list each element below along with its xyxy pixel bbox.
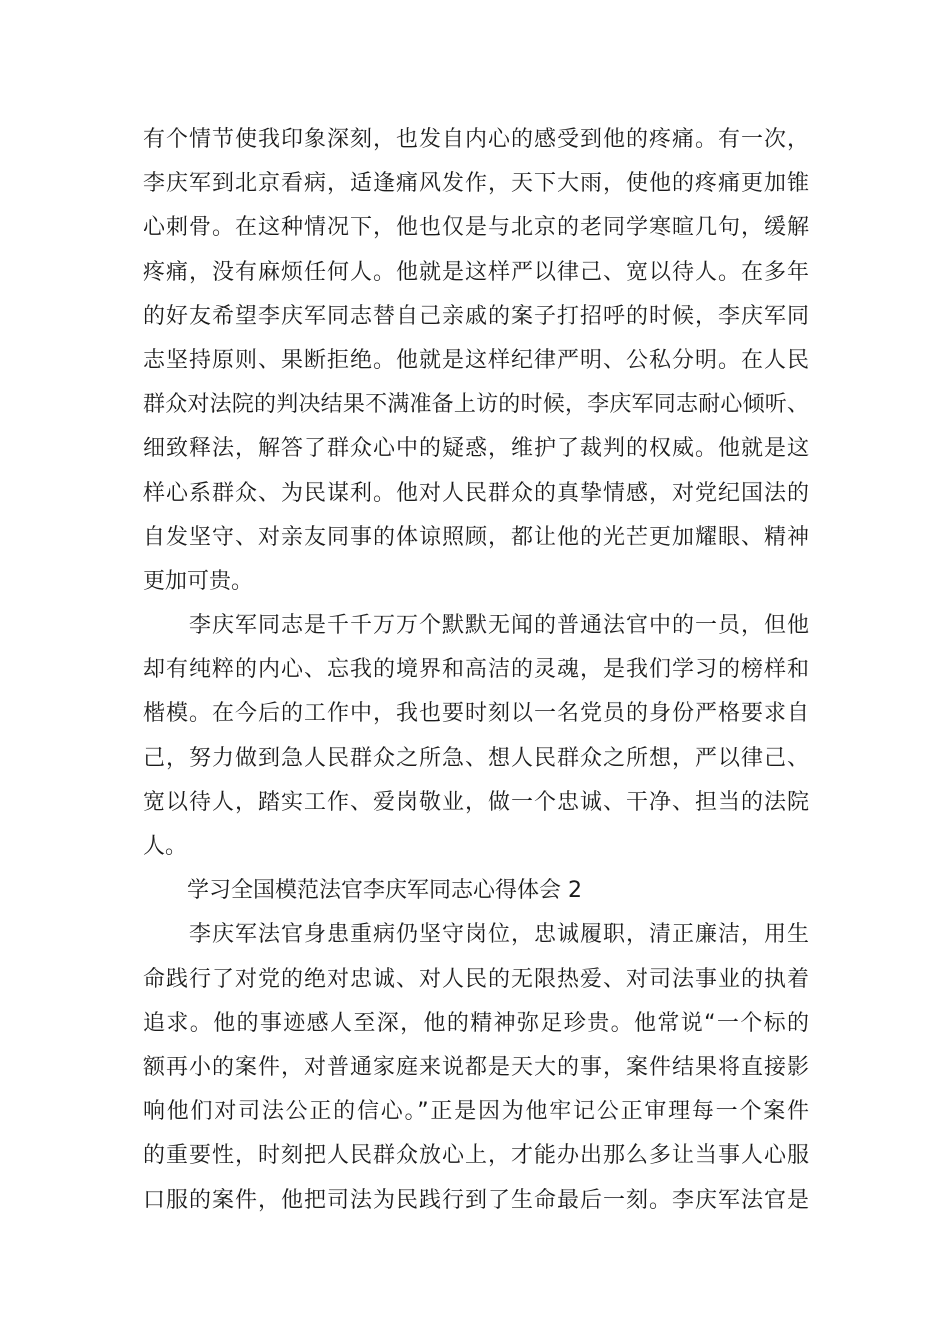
text-line: 的重要性，时刻把人民群众放心上，才能办出那么多让当事人心服 [143,1143,809,1169]
section-title-text: 学习全国模范法官李庆军同志心得体会 2 [143,878,582,904]
text-line: 细致释法，解答了群众心中的疑惑，维护了裁判的权威。他就是这 [143,436,809,462]
text-line: 群众对法院的判决结果不满准备上访的时候，李庆军同志耐心倾听、 [143,392,809,418]
text-line: 人。 [143,834,188,859]
text-line: 口服的案件，他把司法为民践行到了生命最后一刻。李庆军法官是 [143,1187,809,1213]
text-line: 追求。他的事迹感人至深，他的精神弥足珍贵。他常说“一个标的 [143,1010,809,1036]
text-line: 命践行了对党的绝对忠诚、对人民的无限热爱、对司法事业的执着 [143,966,809,992]
text-line: 更加可贵。 [143,568,254,594]
text-line: 李庆军法官身患重病仍坚守岗位，忠诚履职，清正廉洁，用生 [143,922,809,948]
text-line: 样心系群众、为民谋利。他对人民群众的真挚情感，对党纪国法的 [143,480,809,506]
paragraph-1 [143,118,809,604]
text-line: 李庆军同志是千千万万个默默无闻的普通法官中的一员，但他 [143,613,809,639]
paragraph-3 [143,913,809,1222]
document-body [143,118,809,1223]
text-line: 自发坚守、对亲友同事的体谅照顾，都让他的光芒更加耀眼、精神 [143,524,809,550]
text-line: 却有纯粹的内心、忘我的境界和高洁的灵魂，是我们学习的榜样和 [143,657,809,683]
text-line: 疼痛，没有麻烦任何人。他就是这样严以律己、宽以待人。在多年 [143,259,809,285]
text-line: 志坚持原则、果断拒绝。他就是这样纪律严明、公私分明。在人民 [143,347,809,373]
text-line: 李庆军到北京看病，适逢痛风发作，天下大雨，使他的疼痛更加锥 [143,171,809,197]
paragraph-2 [143,604,809,869]
text-line: 楷模。在今后的工作中，我也要时刻以一名党员的身份严格要求自 [143,701,809,727]
text-line: 有个情节使我印象深刻，也发自内心的感受到他的疼痛。有一次， [143,127,809,152]
section-title [143,869,809,913]
text-line: 响他们对司法公正的信心。”正是因为他牢记公正审理每一个案件 [143,1099,809,1125]
text-line: 己，努力做到急人民群众之所急、想人民群众之所想，严以律己、 [143,745,809,771]
text-line: 额再小的案件，对普通家庭来说都是天大的事，案件结果将直接影 [143,1054,809,1080]
text-line: 宽以待人，踏实工作、爱岗敬业，做一个忠诚、干净、担当的法院 [143,789,809,815]
text-line: 的好友希望李庆军同志替自己亲戚的案子打招呼的时候，李庆军同 [143,303,809,329]
text-line: 心刺骨。在这种情况下，他也仅是与北京的老同学寒暄几句，缓解 [143,215,809,241]
